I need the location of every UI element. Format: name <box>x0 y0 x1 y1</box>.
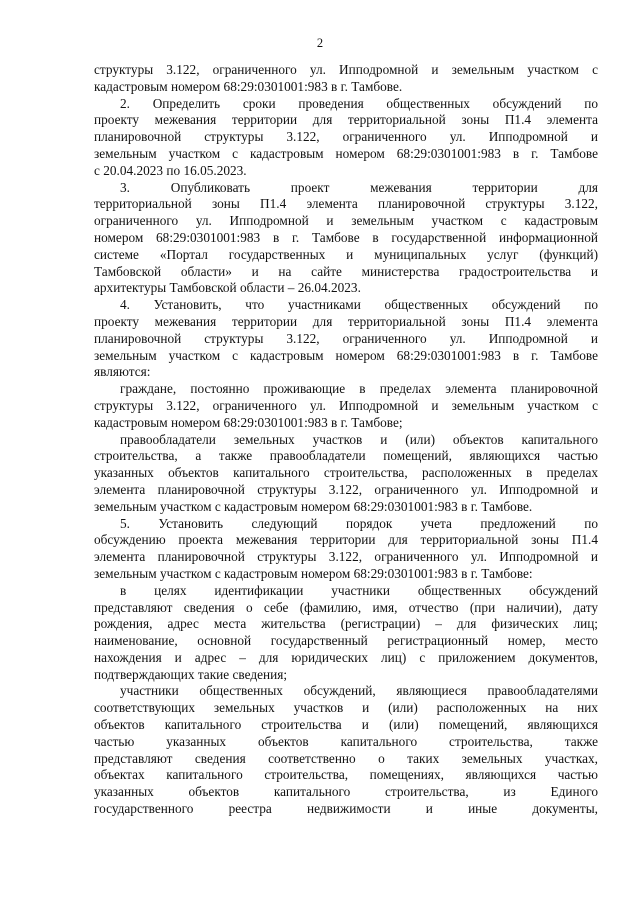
text-line: Тамбовской области» и на сайте министерства градостроительства и <box>94 263 598 279</box>
text-line: указанных объектов капитального строительства, расположенных в пределах <box>94 465 598 481</box>
text-line: кадастровым номером 68:29:0301001:983 в г. Тамбове. <box>94 78 403 94</box>
text-line: планировочной структуры 3.122, ограниченного ул. Ипподромной и <box>94 330 598 346</box>
text-line: 2. Определить сроки проведения общественных обсуждений по <box>120 95 598 111</box>
text-line: проекту межевания территории для территориальной зоны П1.4 элемента <box>94 313 598 329</box>
text-line: строительства, а также правообладатели помещений, являющихся частью <box>94 448 598 464</box>
text-line: государственного реестра недвижимости и иные документы, <box>94 801 598 817</box>
text-line: планировочной структуры 3.122, ограниченного ул. Ипподромной и <box>94 129 598 145</box>
text-line: земельным участком с кадастровым номером 68:29:0301001:983 в г. Тамбове. <box>94 498 533 514</box>
text-line: структуры 3.122, ограниченного ул. Ипподромной и земельным участком с <box>94 397 598 413</box>
text-line: подтверждающих такие сведения; <box>94 666 288 682</box>
text-line: территориальной зоны П1.4 элемента планировочной структуры 3.122, <box>94 196 598 212</box>
text-line: в целях идентификации участники общественных обсуждений <box>120 582 598 598</box>
text-line: указанных объектов капитального строительства, из Единого <box>94 784 598 800</box>
text-line: граждане, постоянно проживающие в пределах элемента планировочной <box>120 381 598 397</box>
text-line: земельным участком с кадастровым номером 68:29:0301001:983 в г. Тамбове <box>94 145 598 161</box>
text-line: правообладатели земельных участков и (или) объектов капитального <box>120 431 598 447</box>
text-line: 4. Установить, что участниками общественных обсуждений по <box>120 297 598 313</box>
text-line: ограниченного ул. Ипподромной и земельным участком с кадастровым <box>94 213 598 229</box>
text-line: структуры 3.122, ограниченного ул. Ипподромной и земельным участком с <box>94 62 598 77</box>
text-line: земельным участком с кадастровым номером 68:29:0301001:983 в г. Тамбове <box>94 347 598 363</box>
text-line: проекту межевания территории для территориальной зоны П1.4 элемента <box>94 112 598 128</box>
text-line: обсуждению проекта межевания территории для территориальной зоны П1.4 <box>94 532 598 548</box>
text-line: соответствующих земельных участков и (или) расположенных на них <box>94 700 598 716</box>
text-line: участники общественных обсуждений, являющиеся правообладателями <box>120 683 598 699</box>
text-line: архитектуры Тамбовской области – 26.04.2023. <box>94 280 361 296</box>
text-line: 5. Установить следующий порядок учета предложений по <box>120 515 598 531</box>
text-line: элемента планировочной структуры 3.122, ограниченного ул. Ипподромной и <box>94 549 598 565</box>
text-line: наименование, основной государственный регистрационный номер, место <box>94 633 598 649</box>
text-line: являются: <box>94 364 151 380</box>
page-number: 2 <box>316 36 324 50</box>
text-line: объектов капитального строительства и (или) помещений, являющихся <box>94 717 598 733</box>
text-line: кадастровым номером 68:29:0301001:983 в г. Тамбове; <box>94 414 403 430</box>
text-line: объектах капитального строительства, помещениях, являющихся частью <box>94 767 598 783</box>
text-line: номером 68:29:0301001:983 в г. Тамбове в государственной информационной <box>94 229 598 245</box>
text-line: с 20.04.2023 по 16.05.2023. <box>94 162 247 178</box>
text-line: представляют сведения о себе (фамилию, имя, отчество (при наличии), дату <box>94 599 598 615</box>
text-line: 3. Опубликовать проект межевания территории для <box>120 179 598 195</box>
text-line: земельным участком с кадастровым номером 68:29:0301001:983 в г. Тамбове: <box>94 565 533 581</box>
text-line: частью указанных объектов капитального строительства, также <box>94 733 598 749</box>
text-line: нахождения и адрес – для юридических лиц) с приложением документов, <box>94 649 598 665</box>
text-line: представляют сведения соответственно о таких земельных участках, <box>94 750 598 766</box>
text-line: элемента планировочной структуры 3.122, ограниченного ул. Ипподромной и <box>94 481 598 497</box>
text-line: системе «Портал государственных и муниципальных услуг (функций) <box>94 246 598 262</box>
document-body <box>94 62 598 818</box>
text-line: рождения, адрес места жительства (регистрации) – для физических лиц; <box>94 616 598 632</box>
